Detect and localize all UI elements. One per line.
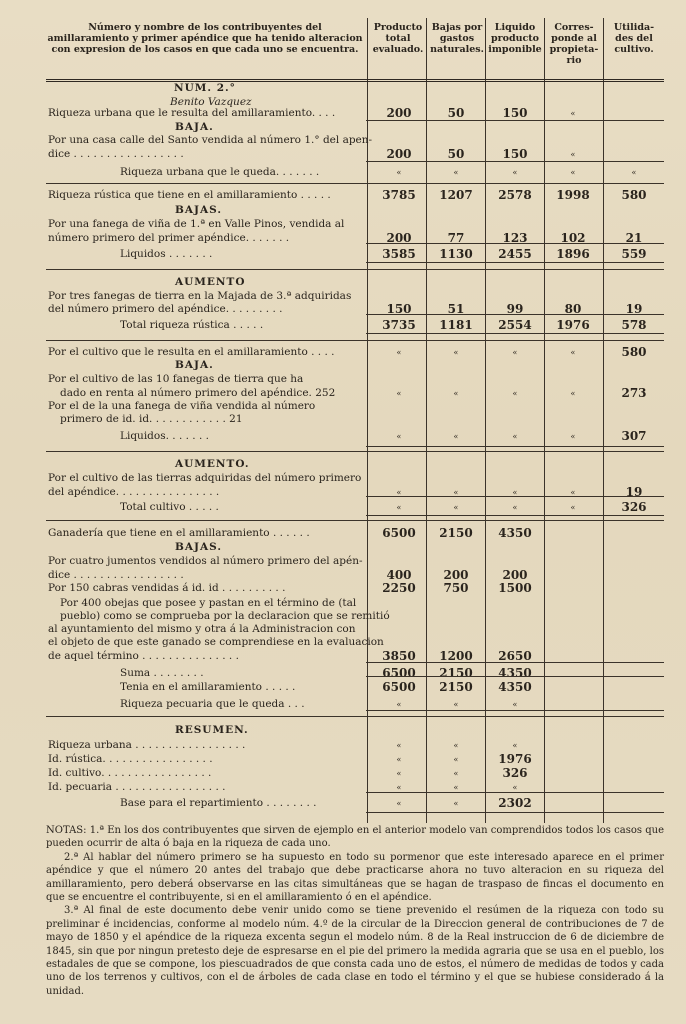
row-value: 6500 (382, 680, 416, 694)
row-value: 200 (443, 568, 469, 582)
row-value: « (453, 741, 459, 750)
row-label: Tenia en el amillaramiento . . . . . (120, 681, 296, 693)
row-label: BAJA. (175, 359, 214, 371)
row-label: Id. rústica. . . . . . . . . . . . . . . . . (48, 753, 213, 765)
row-value: « (396, 755, 402, 764)
row-rule (46, 183, 664, 184)
row-rule (366, 792, 664, 793)
row-value: 150 (502, 147, 528, 161)
note-1: NOTAS: 1.ª En los dos contribuyentes que sirven de ejemplo en el anterior modelo van comprendidos todos los casos que pueden ocurrir de alta ó baja en la riqueza de cada uno. (46, 825, 664, 850)
row-value: « (396, 741, 402, 750)
row-value: 307 (621, 429, 647, 443)
row-label: BAJAS. (175, 541, 223, 553)
row-label: pueblo) como se comprueba por la declaracion que se remitió (60, 610, 390, 622)
row-value: « (453, 755, 459, 764)
row-value: « (396, 700, 402, 709)
row-value: 200 (502, 568, 528, 582)
row-value: 2554 (498, 318, 532, 332)
row-label: Id. cultivo. . . . . . . . . . . . . . . . . (48, 767, 212, 779)
row-value: « (631, 168, 637, 177)
row-label: BAJA. (175, 121, 214, 133)
row-value: 1976 (556, 318, 590, 332)
row-value: 21 (625, 231, 643, 245)
row-value: « (512, 488, 518, 497)
row-value: 200 (386, 106, 412, 120)
row-label: Riqueza urbana que le resulta del amillaramiento. . . . (48, 107, 336, 119)
row-value: 19 (625, 302, 643, 316)
row-rule (366, 676, 664, 677)
row-rule (366, 333, 664, 334)
row-label: Liquidos. . . . . . . (120, 430, 209, 442)
row-value: 1130 (439, 247, 473, 261)
row-value: « (396, 783, 402, 792)
row-value: « (453, 348, 459, 357)
row-value: 2150 (439, 680, 473, 694)
row-label: número primero del primer apéndice. . . . . . . (48, 232, 290, 244)
row-label: Por el de la una fanega de viña vendida al número (48, 400, 316, 412)
row-value: 123 (502, 231, 528, 245)
row-value: 50 (447, 106, 465, 120)
row-label: Por 400 obejas que posee y pastan en el término de (tal (60, 597, 357, 609)
row-label: Por tres fanegas de tierra en la Majada de 3.ª adquiridas (48, 290, 352, 302)
row-label: del número primero del apéndice. . . . . . . . . (48, 303, 283, 315)
row-rule (366, 120, 664, 121)
row-value: « (396, 432, 402, 441)
row-value: 578 (621, 318, 647, 332)
row-value: « (453, 799, 459, 808)
row-value: « (512, 783, 518, 792)
row-value: 1200 (439, 649, 473, 663)
row-value: « (570, 109, 576, 118)
row-value: « (512, 389, 518, 398)
row-value: « (512, 432, 518, 441)
row-rule (46, 520, 664, 521)
header-liquido: Liquido producto imponible (488, 22, 542, 55)
row-value: « (570, 389, 576, 398)
row-value: « (453, 700, 459, 709)
header-description: Número y nombre de los contribuyentes del amillaramiento y primer apéndice que ha tenido alteracion con expresion de los casos en que cada uno se encuentra. (47, 22, 363, 55)
row-label: AUMENTO. (175, 458, 250, 470)
row-value: « (453, 168, 459, 177)
row-value: 1896 (556, 247, 590, 261)
row-rule (366, 314, 664, 315)
header-corresponde: Corres-ponde al propieta-rio (549, 22, 599, 66)
row-value: « (453, 503, 459, 512)
row-label: AUMENTO (175, 276, 246, 288)
row-value: 200 (386, 231, 412, 245)
row-value: 580 (621, 345, 647, 359)
row-value: 1998 (556, 188, 590, 202)
row-value: 6500 (382, 666, 416, 680)
row-label: NUM. 2.° (174, 82, 236, 94)
row-label: Riqueza rústica que tiene en el amillaramiento . . . . . (48, 189, 331, 201)
row-label: Por una casa calle del Santo vendida al número 1.° del apen- (48, 134, 373, 146)
row-value: « (396, 769, 402, 778)
header-producto: Producto total evaluado. (372, 22, 424, 55)
row-rule (366, 262, 664, 263)
row-value: 2302 (498, 796, 532, 810)
row-value: « (396, 799, 402, 808)
row-value: 2650 (498, 649, 532, 663)
row-label: Riqueza urbana que le queda. . . . . . . (120, 166, 320, 178)
row-value: « (570, 488, 576, 497)
row-label: al ayuntamiento del mismo y otra á la Administracion con (48, 623, 356, 635)
row-label: Base para el repartimiento . . . . . . . . (120, 797, 317, 809)
row-label: Ganadería que tiene en el amillaramiento . . . . . . (48, 527, 310, 539)
row-label: Total riqueza rústica . . . . . (120, 319, 264, 331)
row-value: 2150 (439, 666, 473, 680)
row-value: 326 (502, 766, 528, 780)
row-value: 19 (625, 485, 643, 499)
row-label: Total cultivo . . . . . (120, 501, 219, 513)
row-rule (46, 269, 664, 270)
row-label: Suma . . . . . . . . (120, 667, 204, 679)
row-value: « (512, 700, 518, 709)
row-value: « (512, 168, 518, 177)
row-value: 80 (564, 302, 582, 316)
row-rule (366, 161, 664, 162)
row-rule (46, 716, 664, 717)
column-rule (485, 18, 486, 823)
row-value: 6500 (382, 526, 416, 540)
column-rule (603, 18, 604, 823)
row-value: « (570, 432, 576, 441)
row-rule (46, 340, 664, 341)
note-3: 3.ª Al final de este documento debe venir unido como se tiene prevenido el resúmen de la riqueza con todo su preliminar é incidencias, conforme al modelo núm. 4.º de la circular de la Direccion general de contribuciones de 7 de mayo de 1850 y el apéndice de la riqueza excenta segun el modelo núm. 8 de la Real instruccion de 6 de diciembre de 1845, sin que por ningun pretesto deje de espresarse en el pie del primero la medida agraria que se usa en el pueblo, los estadales de que se compone, los piescuadrados de que consta cada uno de estos, el número de medidas de todos y cada uno de los terrenos y cultivos, con el de árboles de cada clase en todo el término y el que se hubiese considerado á la unidad. (46, 905, 664, 997)
row-value: 50 (447, 147, 465, 161)
row-value: 3785 (382, 188, 416, 202)
row-value: 2578 (498, 188, 532, 202)
row-value: 326 (621, 500, 647, 514)
row-rule (366, 446, 664, 447)
row-value: « (512, 348, 518, 357)
row-rule (366, 710, 664, 711)
row-label: BAJAS. (175, 204, 223, 216)
row-value: 273 (621, 386, 647, 400)
row-label: del apéndice. . . . . . . . . . . . . . . . (48, 486, 220, 498)
row-value: « (396, 389, 402, 398)
row-value: « (396, 348, 402, 357)
notes (46, 824, 664, 998)
row-value: 4350 (498, 680, 532, 694)
row-value: 750 (443, 581, 469, 595)
row-value: 51 (447, 302, 465, 316)
row-label: Id. pecuaria . . . . . . . . . . . . . . . . . (48, 781, 226, 793)
row-label: Riqueza urbana . . . . . . . . . . . . . . . . . (48, 739, 246, 751)
row-value: 200 (386, 147, 412, 161)
row-label: Riqueza pecuaria que le queda . . . (120, 698, 305, 710)
row-rule (366, 515, 664, 516)
row-value: 3735 (382, 318, 416, 332)
row-rule (46, 451, 664, 452)
row-value: 99 (506, 302, 524, 316)
note-2: 2.ª Al hablar del número primero se ha supuesto en todo su pormenor que este interesado aparece en el primer apéndice y que el número 20 antes del trabajo que debe practicarse ahora no tuvo alteracion en su riqueza del amillaramiento, pero deberá observarse en las citas simultáneas que se hagan de traspaso de fincas el documento en que se encuentre el contribuyente, si en el amillaramiento ó en el apéndice. (46, 851, 664, 904)
row-rule (366, 496, 664, 497)
row-value: « (512, 503, 518, 512)
row-value: 150 (386, 302, 412, 316)
row-value: « (396, 168, 402, 177)
row-label: Por el cultivo que le resulta en el amillaramiento . . . . (48, 346, 335, 358)
row-value: 1207 (439, 188, 473, 202)
row-rule (366, 243, 664, 244)
header-utilidades: Utilida-des del cultivo. (613, 22, 655, 55)
row-label: dice . . . . . . . . . . . . . . . . . (48, 569, 184, 581)
row-value: « (570, 348, 576, 357)
row-value: « (570, 168, 576, 177)
row-value: « (396, 503, 402, 512)
row-value: 4350 (498, 526, 532, 540)
row-value: « (512, 741, 518, 750)
row-value: 150 (502, 106, 528, 120)
row-label: Benito Vazquez (170, 96, 252, 108)
row-value: 580 (621, 188, 647, 202)
row-label: Por el cultivo de las 10 fanegas de tierra que ha (48, 373, 304, 385)
row-label: de aquel término . . . . . . . . . . . . . . . (48, 650, 239, 662)
row-value: 1500 (498, 581, 532, 595)
row-label: el objeto de que este ganado se comprendiese en la evaluacion (48, 636, 384, 648)
row-value: 1181 (439, 318, 473, 332)
row-label: Por cuatro jumentos vendidos al número primero del apén- (48, 555, 363, 567)
row-value: 559 (621, 247, 647, 261)
header-rule (46, 79, 664, 82)
row-label: Por 150 cabras vendidas á id. id . . . . . . . . . . (48, 582, 286, 594)
column-rule (544, 18, 545, 823)
row-value: « (570, 150, 576, 159)
row-value: « (453, 432, 459, 441)
row-value: « (453, 769, 459, 778)
row-value: 4350 (498, 666, 532, 680)
row-label: dice . . . . . . . . . . . . . . . . . (48, 148, 184, 160)
row-label: Por una fanega de viña de 1.ª en Valle Pinos, vendida al (48, 218, 345, 230)
row-value: 400 (386, 568, 412, 582)
row-label: RESUMEN. (175, 724, 249, 736)
row-label: Por el cultivo de las tierras adquiridas del número primero (48, 472, 362, 484)
row-rule (366, 662, 664, 663)
row-value: « (453, 488, 459, 497)
row-value: « (453, 783, 459, 792)
row-value: 2150 (439, 526, 473, 540)
row-value: « (570, 503, 576, 512)
row-value: 102 (560, 231, 586, 245)
row-label: primero de id. id. . . . . . . . . . . . 21 (60, 413, 243, 425)
row-value: 3585 (382, 247, 416, 261)
row-rule (366, 812, 664, 813)
row-label: dado en renta al número primero del apéndice. 252 (60, 387, 336, 399)
row-value: 77 (447, 231, 465, 245)
row-value: « (396, 488, 402, 497)
row-value: 2455 (498, 247, 532, 261)
header-bajas: Bajas por gastos naturales. (430, 22, 484, 55)
row-value: 2250 (382, 581, 416, 595)
row-value: 3850 (382, 649, 416, 663)
row-label: Liquidos . . . . . . . (120, 248, 213, 260)
row-value: 1976 (498, 752, 532, 766)
row-value: « (453, 389, 459, 398)
